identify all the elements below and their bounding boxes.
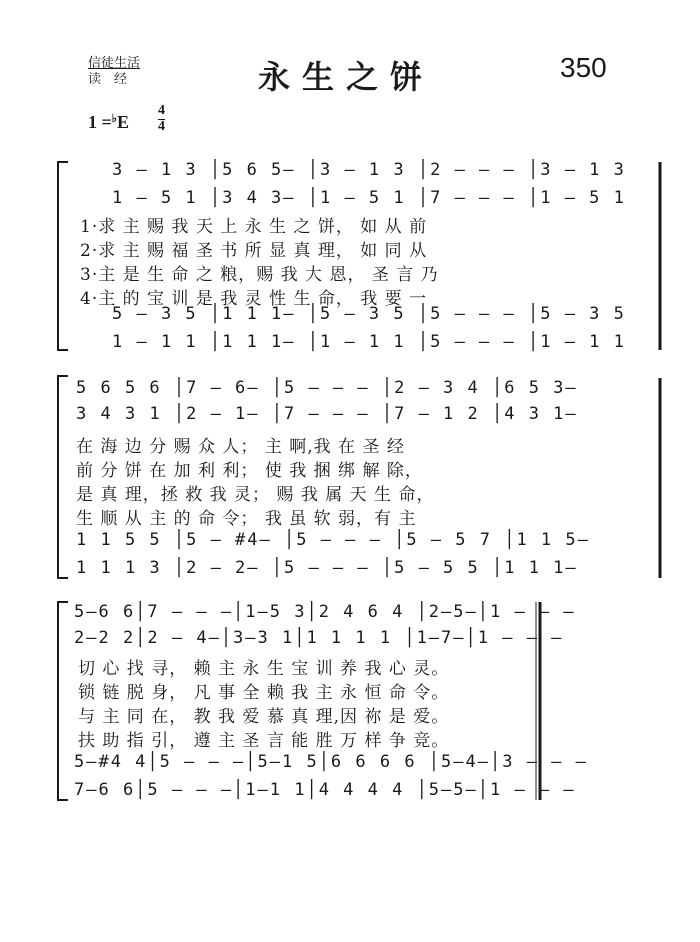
- system1-brace: [58, 162, 68, 350]
- system1-verse1: 1·求 主 赐 我 天 上 永 生 之 饼， 如 从 前: [80, 217, 428, 237]
- hymn-number: 350: [560, 52, 607, 83]
- system2-soprano: 5 6 5 6 │7 – 6– │5 – – – │2 – 3 4 │6 5 3–: [76, 378, 578, 398]
- system2-verse2: 前 分 饼 在 加 利 利； 使 我 捆 绑 解 除，: [76, 461, 423, 481]
- system1-verse3: 3·主 是 生 命 之 粮，赐 我 大 恩， 圣 言 乃: [80, 265, 439, 285]
- system2-bass: 1 1 1 3 │2 – 2– │5 – – – │5 – 5 5 │1 1 1–: [76, 558, 578, 578]
- system3-tenor: 5–#4 4│5 – – –│5–1 5│6 6 6 6 │5–4–│3 – – –: [74, 752, 588, 772]
- system1-tenor: 5 – 3 5 │1 1 1– │5 – 3 5 │5 – – – │5 – 3 5: [112, 304, 626, 324]
- system3-verse2: 锁 链 脱 身， 凡 事 全 赖 我 主 永 恒 命 令。: [78, 683, 450, 703]
- system2-brace: [58, 376, 68, 578]
- hymn-title: 永生之饼: [258, 58, 435, 96]
- system2-verse1: 在 海 边 分 赐 众 人； 主 啊,我 在 圣 经: [76, 437, 405, 457]
- key-prefix: 1 =: [88, 112, 112, 132]
- system2-alto: 3 4 3 1 │2 – 1– │7 – – – │7 – 1 2 │4 3 1–: [76, 404, 578, 424]
- system3-brace: [58, 602, 68, 800]
- system1-alto: 1 – 5 1 │3 4 3– │1 – 5 1 │7 – – – │1 – 5 1: [112, 188, 626, 208]
- system2-verse4: 生 顺 从 主 的 命 令； 我 虽 软 弱，有 主: [76, 509, 417, 529]
- system2-tenor: 1 1 5 5 │5 – #4– │5 – – – │5 – 5 7 │1 1 5–: [76, 530, 590, 550]
- system3-bass: 7–6 6│5 – – –│1–1 1│4 4 4 4 │5–5–│1 – – –: [74, 780, 576, 800]
- time-top: 4: [158, 103, 165, 118]
- category-line2: 读经: [88, 72, 141, 87]
- time-bottom: 4: [158, 119, 165, 134]
- system1-bass: 1 – 1 1 │1 1 1– │1 – 1 1 │5 – – – │1 – 1 1: [112, 332, 626, 352]
- key-note: E: [116, 112, 129, 132]
- system3-verse4: 扶 助 指 引， 遵 主 圣 言 能 胜 万 样 争 竞。: [78, 731, 450, 751]
- system2-verse3: 是 真 理，拯 救 我 灵； 赐 我 属 天 生 命，: [76, 485, 435, 505]
- system3-verse3: 与 主 同 在， 教 我 爱 慕 真 理,因 祢 是 爱。: [78, 707, 450, 727]
- category-line1: 信徒生活: [88, 56, 141, 71]
- system3-alto: 2–2 2│2 – 4–│3–3 1│1 1 1 1 │1–7–│1 – – –: [74, 628, 564, 648]
- flat-symbol: ♭: [111, 113, 117, 125]
- system1-soprano: 3 – 1 3 │5 6 5– │3 – 1 3 │2 – – – │3 – 1 3: [112, 160, 626, 180]
- system3-verse1: 切 心 找 寻， 赖 主 永 生 宝 训 养 我 心 灵。: [78, 659, 450, 679]
- system1-verse4: 4·主 的 宝 训 是 我 灵 性 生 命， 我 要 一: [80, 289, 428, 309]
- system3-soprano: 5–6 6│7 – – –│1–5 3│2 4 6 4 │2–5–│1 – – –: [74, 602, 576, 622]
- system1-verse2: 2·求 主 赐 福 圣 书 所 显 真 理， 如 同 从: [80, 241, 428, 261]
